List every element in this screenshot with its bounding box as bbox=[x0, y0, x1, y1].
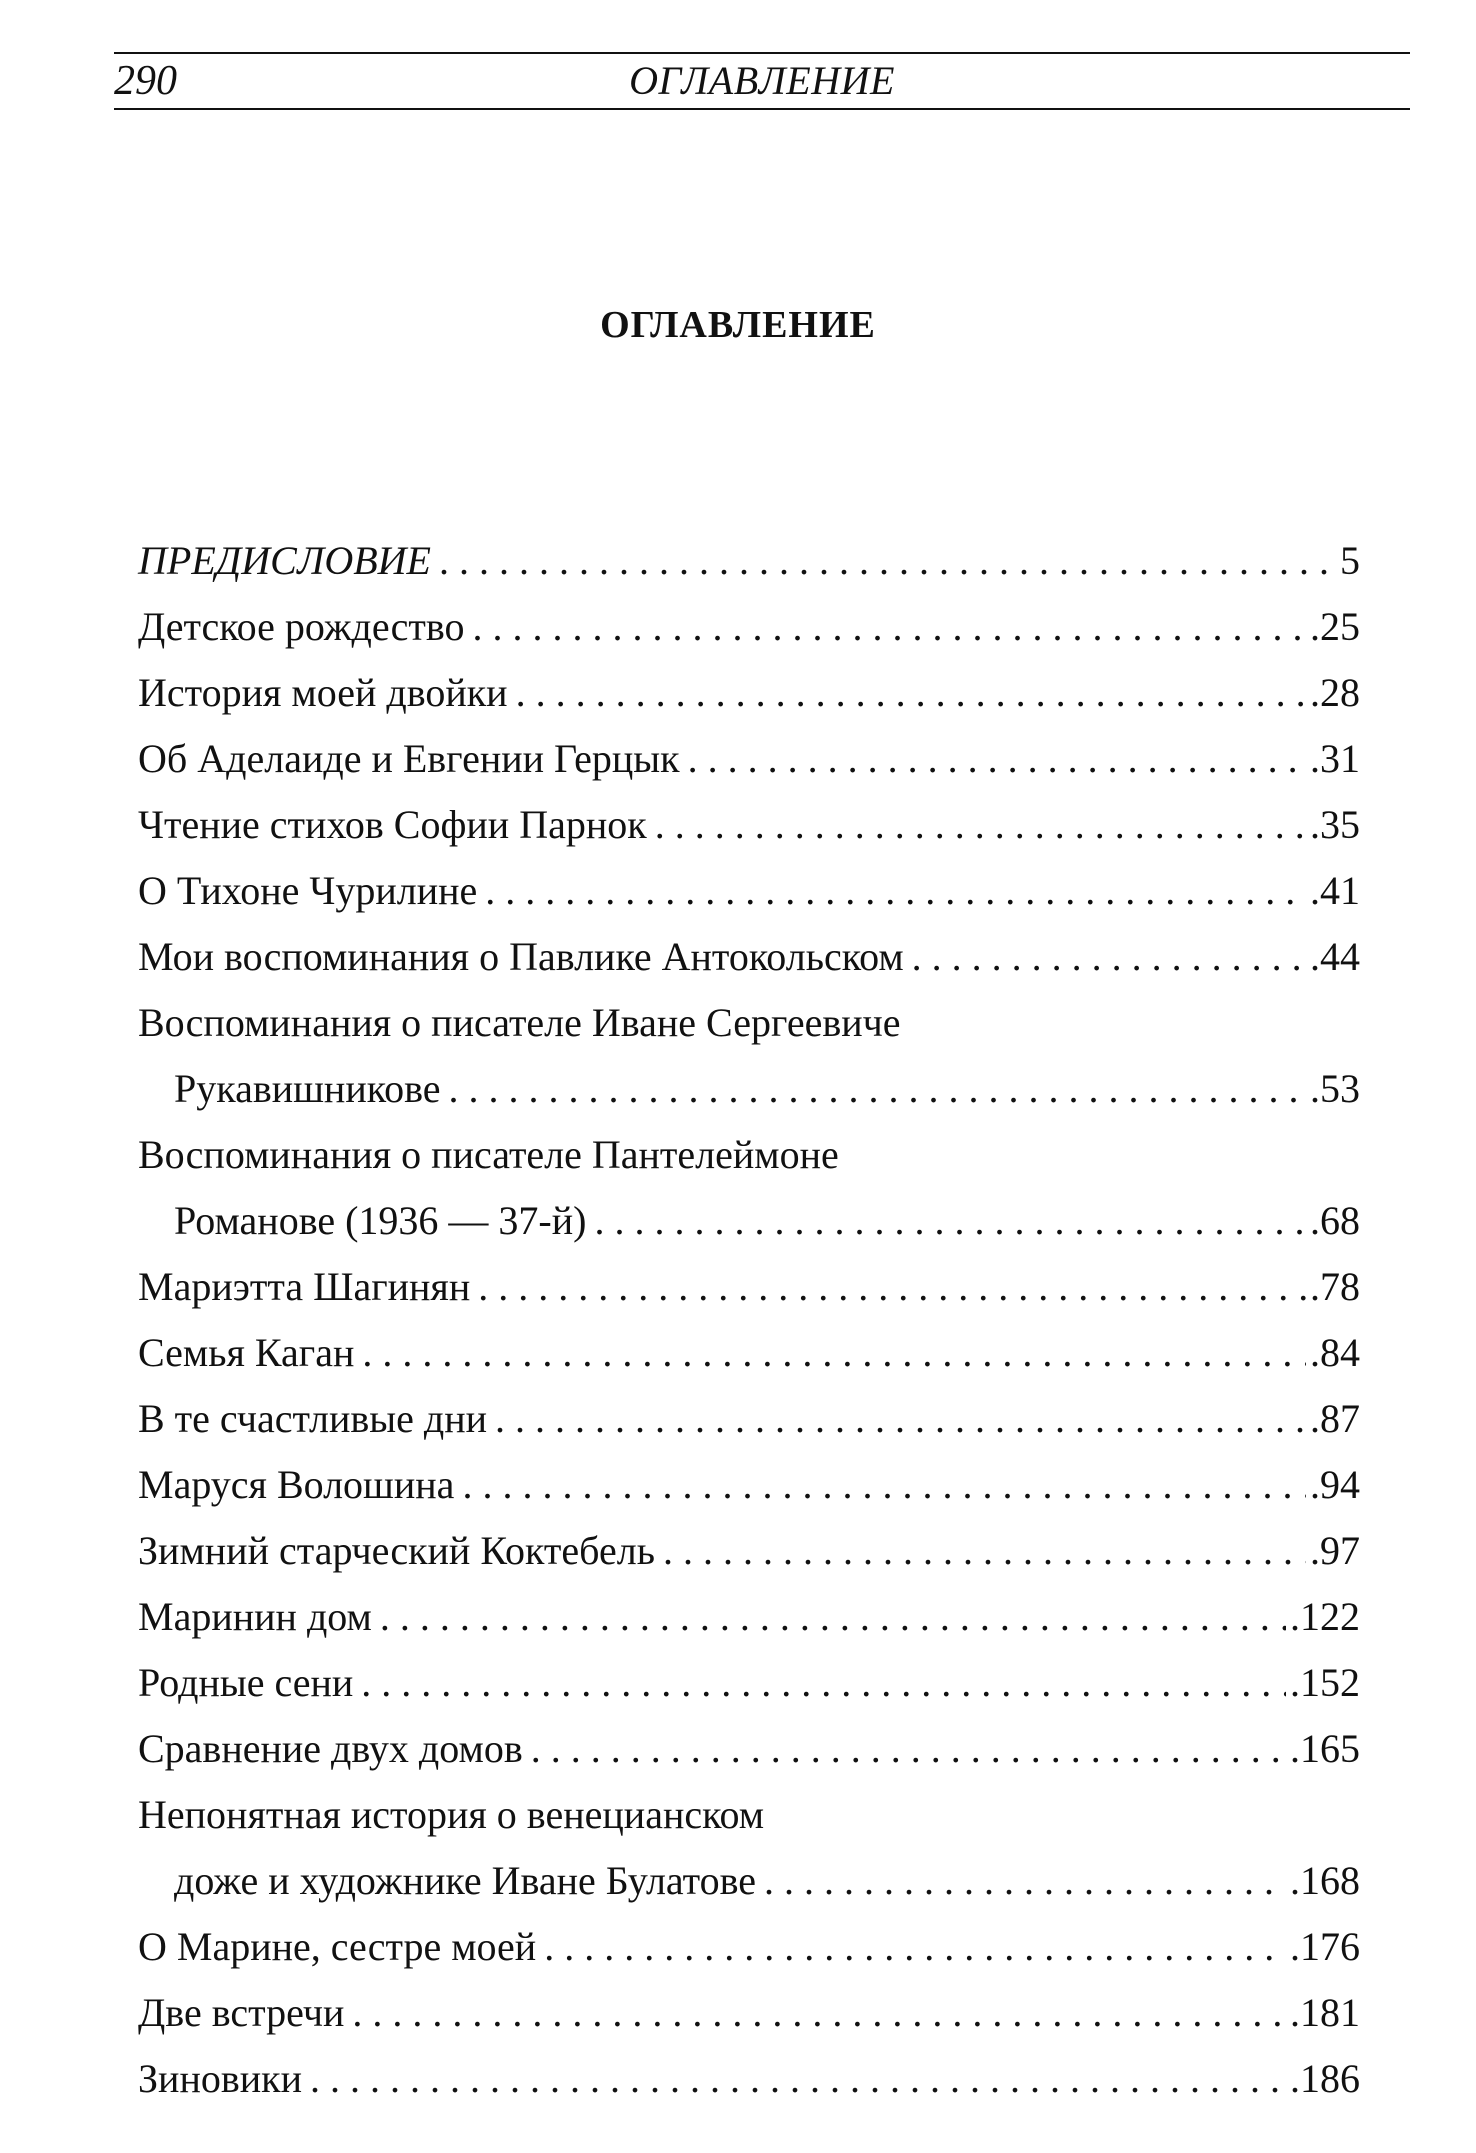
header-page-number: 290 bbox=[114, 58, 177, 104]
toc-entry-title: Зимний старческий Коктебель bbox=[138, 1528, 655, 1573]
toc-entry-title: В те счастливые дни bbox=[138, 1396, 488, 1441]
toc-entry-page: .31 bbox=[1310, 736, 1360, 781]
toc-entry bbox=[138, 1716, 1360, 1782]
dot-leader bbox=[462, 1452, 1306, 1518]
dot-leader bbox=[663, 1518, 1306, 1584]
dot-leader bbox=[485, 858, 1306, 924]
dot-leader bbox=[688, 726, 1306, 792]
dot-leader bbox=[362, 1320, 1306, 1386]
toc-entry-title: Мои воспоминания о Павлике Антокольском bbox=[138, 934, 904, 979]
toc-entry bbox=[138, 1980, 1360, 2046]
toc-entry-title: ПРЕДИСЛОВИЕ bbox=[138, 538, 431, 583]
toc-entry bbox=[138, 1914, 1360, 1980]
toc-entry bbox=[138, 1650, 1360, 1716]
dot-leader bbox=[764, 1848, 1286, 1914]
toc-entry bbox=[138, 990, 1360, 1122]
toc-entry bbox=[138, 924, 1360, 990]
toc-entry-page: .176 bbox=[1290, 1924, 1360, 1969]
toc-entry-page: .165 bbox=[1290, 1726, 1360, 1771]
header-rule-top bbox=[114, 52, 1410, 54]
dot-leader bbox=[380, 1584, 1286, 1650]
toc-entry-page: 5 bbox=[1340, 538, 1360, 583]
toc-entry bbox=[138, 1782, 1360, 1914]
toc-entry bbox=[138, 858, 1360, 924]
dot-leader bbox=[912, 924, 1306, 990]
header-title: ОГЛАВЛЕНИЕ bbox=[629, 58, 895, 103]
dot-leader bbox=[594, 1188, 1306, 1254]
dot-leader bbox=[531, 1716, 1286, 1782]
toc-entry-title: Романове (1936 — 37-й) bbox=[174, 1198, 587, 1243]
dot-leader bbox=[516, 660, 1306, 726]
toc-entry-title: Чтение стихов Софии Парнок bbox=[138, 802, 647, 847]
header-rule-bottom bbox=[114, 108, 1410, 110]
page-title: ОГЛАВЛЕНИЕ bbox=[600, 304, 876, 346]
toc-entry-page: .28 bbox=[1310, 670, 1360, 715]
toc-entry-title: доже и художнике Иване Булатове bbox=[174, 1858, 756, 1903]
toc-entry-page: .84 bbox=[1310, 1330, 1360, 1375]
toc-entry bbox=[138, 1386, 1360, 1452]
toc-entry bbox=[138, 528, 1360, 594]
toc-entry-page: .44 bbox=[1310, 934, 1360, 979]
toc-entry-title: Маруся Волошина bbox=[138, 1462, 455, 1507]
toc-entry bbox=[138, 2046, 1360, 2112]
dot-leader bbox=[495, 1386, 1306, 1452]
toc-entry-page: .97 bbox=[1310, 1528, 1360, 1573]
toc-entry-page: .94 bbox=[1310, 1462, 1360, 1507]
toc-entry bbox=[138, 660, 1360, 726]
toc-entry-page: .87 bbox=[1310, 1396, 1360, 1441]
toc-entry-page: .41 bbox=[1310, 868, 1360, 913]
toc-entry-title: История моей двойки bbox=[138, 670, 508, 715]
dot-leader bbox=[361, 1650, 1286, 1716]
toc-entry bbox=[138, 726, 1360, 792]
toc-entry bbox=[138, 594, 1360, 660]
toc-entry-page: .68 bbox=[1310, 1198, 1360, 1243]
running-header bbox=[114, 52, 1410, 112]
toc-entry-page: .186 bbox=[1290, 2056, 1360, 2101]
toc-entry-page: .35 bbox=[1310, 802, 1360, 847]
dot-leader bbox=[478, 1254, 1306, 1320]
toc-entry-title: Маринин дом bbox=[138, 1594, 372, 1639]
toc-entry-title: Рукавишникове bbox=[174, 1066, 441, 1111]
dot-leader bbox=[544, 1914, 1286, 1980]
toc-entry-title: Об Аделаиде и Евгении Герцык bbox=[138, 736, 680, 781]
toc-entry-page: .78 bbox=[1310, 1264, 1360, 1309]
toc-entry bbox=[138, 1254, 1360, 1320]
toc-entry-title-line1: Воспоминания о писателе Пантелеймоне bbox=[138, 1132, 839, 1177]
toc-entry bbox=[138, 1320, 1360, 1386]
toc-entry-page: .181 bbox=[1290, 1990, 1360, 2035]
toc-entry-title: О Марине, сестре моей bbox=[138, 1924, 537, 1969]
table-of-contents bbox=[138, 528, 1360, 2112]
toc-entry-title: Две встречи bbox=[138, 1990, 345, 2035]
dot-leader bbox=[352, 1980, 1286, 2046]
toc-entry-title: Мариэтта Шагинян bbox=[138, 1264, 471, 1309]
toc-entry bbox=[138, 792, 1360, 858]
toc-entry bbox=[138, 1122, 1360, 1254]
toc-entry-title-line1: Воспоминания о писателе Иване Сергеевиче bbox=[138, 1000, 901, 1045]
toc-entry-title: Родные сени bbox=[138, 1660, 354, 1705]
toc-entry bbox=[138, 1452, 1360, 1518]
toc-entry-page: .25 bbox=[1310, 604, 1360, 649]
toc-entry-page: .168 bbox=[1290, 1858, 1360, 1903]
toc-entry bbox=[138, 1584, 1360, 1650]
dot-leader bbox=[449, 1056, 1306, 1122]
toc-entry-page: .152 bbox=[1290, 1660, 1360, 1705]
toc-entry bbox=[138, 1518, 1360, 1584]
toc-entry-title: Сравнение двух домов bbox=[138, 1726, 523, 1771]
toc-entry-title: Зиновики bbox=[138, 2056, 302, 2101]
dot-leader bbox=[655, 792, 1306, 858]
toc-entry-page: .53 bbox=[1310, 1066, 1360, 1111]
dot-leader bbox=[310, 2046, 1286, 2112]
toc-entry-title-line1: Непонятная история о венецианском bbox=[138, 1792, 765, 1837]
dot-leader bbox=[472, 594, 1306, 660]
toc-entry-title: О Тихоне Чурилине bbox=[138, 868, 478, 913]
toc-entry-title: Детское рождество bbox=[138, 604, 465, 649]
dot-leader bbox=[439, 528, 1336, 594]
toc-entry-page: .122 bbox=[1290, 1594, 1360, 1639]
toc-entry-title: Семья Каган bbox=[138, 1330, 355, 1375]
